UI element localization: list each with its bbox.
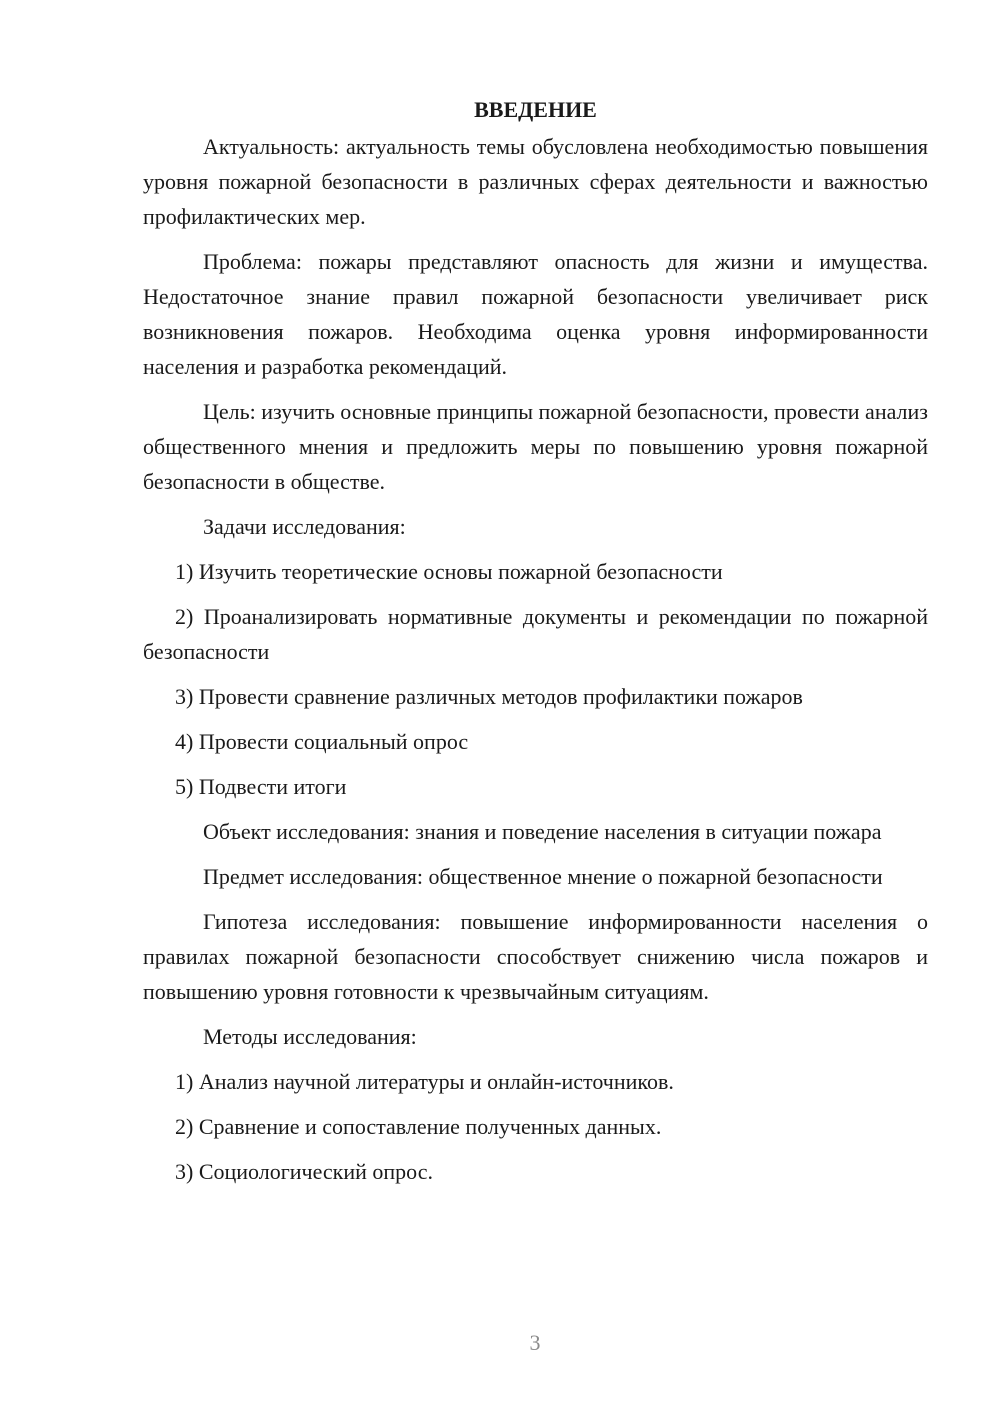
methods-heading: Методы исследования: — [203, 1024, 417, 1049]
tasks-heading: Задачи исследования: — [203, 514, 406, 539]
paragraph-problem: Проблема: пожары представляют опасность для жизни и имущества. Недостаточное знание правил пожарной безопасности увеличивает риск возникновения пожаров. Необходима оценка уровня информированности населения и разработка рекомендаций. — [143, 249, 928, 379]
task-item-1: 1) Изучить теоретические основы пожарной безопасности — [175, 559, 723, 584]
paragraph-object: Объект исследования: знания и поведение населения в ситуации пожара — [203, 819, 882, 844]
paragraph-subject: Предмет исследования: общественное мнение о пожарной безопасности — [203, 864, 883, 889]
paragraph-goal: Цель: изучить основные принципы пожарной безопасности, провести анализ общественного мнения и предложить меры по повышению уровня пожарной безопасности в обществе. — [143, 399, 928, 494]
task-item-4: 4) Провести социальный опрос — [175, 729, 469, 754]
document-page — [143, 92, 928, 1199]
section-title: ВВЕДЕНИЕ — [474, 97, 597, 122]
paragraph-relevance: Актуальность: актуальность темы обусловлена необходимостью повышения уровня пожарной безопасности в различных сферах деятельности и важностью профилактических мер. — [143, 134, 928, 229]
page-number: 3 — [529, 1330, 541, 1355]
paragraph-hypothesis: Гипотеза исследования: повышение информированности населения о правилах пожарной безопасности способствует снижению числа пожаров и повышению уровня готовности к чрезвычайным ситуациям. — [143, 909, 928, 1004]
task-item-3: 3) Провести сравнение различных методов профилактики пожаров — [175, 684, 803, 709]
method-item-3: 3) Социологический опрос. — [175, 1159, 433, 1184]
method-item-1: 1) Анализ научной литературы и онлайн-источников. — [175, 1069, 674, 1094]
task-item-5: 5) Подвести итоги — [175, 774, 347, 799]
method-item-2: 2) Сравнение и сопоставление полученных данных. — [175, 1114, 662, 1139]
task-item-2: 2) Проанализировать нормативные документы и рекомендации по пожарной безопасности — [143, 604, 928, 664]
